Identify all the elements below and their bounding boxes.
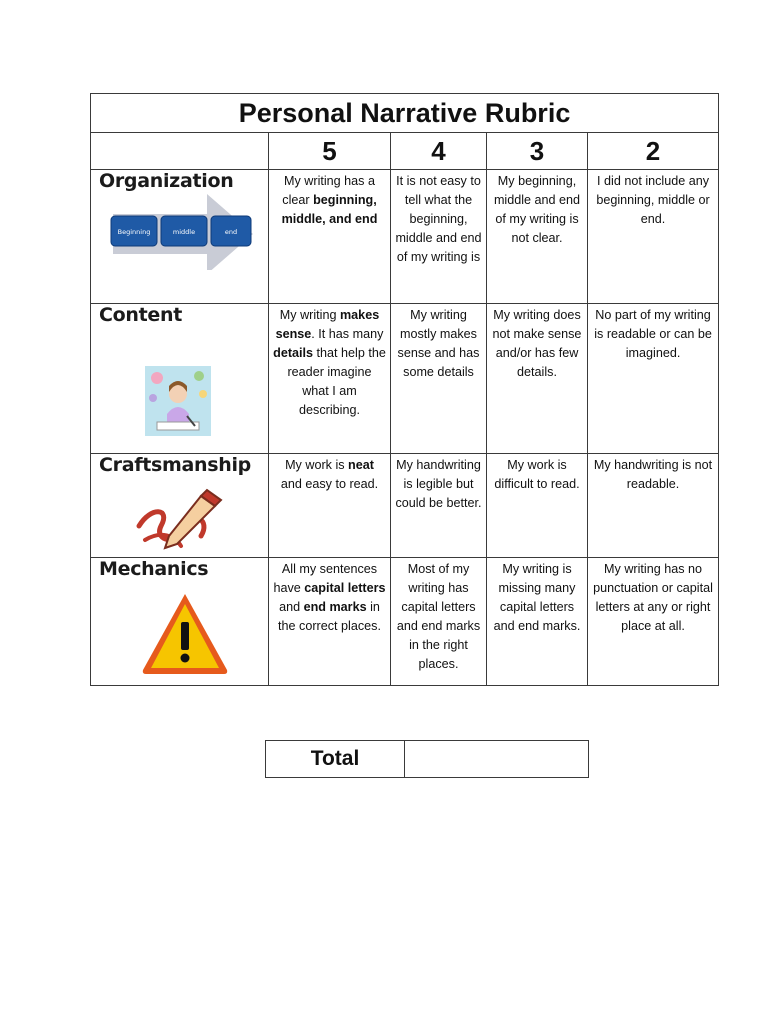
description-text: My handwriting is not readable.: [593, 458, 713, 491]
score-header-4: 4: [391, 133, 487, 170]
description-text: and: [279, 600, 304, 614]
cell-content-2: [588, 304, 719, 454]
emphasis-text: capital letters: [304, 581, 386, 595]
score-header-5: 5: [269, 133, 391, 170]
category-label: Organization: [99, 170, 234, 192]
cell-content-3: [487, 304, 588, 454]
diagram-label-beginning: Beginning: [117, 228, 151, 236]
cell-craftsmanship-4: [391, 454, 487, 558]
diagram-label-middle: middle: [172, 228, 196, 236]
category-label: Craftsmanship: [99, 454, 251, 476]
description-text: My writing mostly makes sense and has some details: [397, 308, 480, 379]
cell-mechanics-4: [391, 558, 487, 686]
emphasis-text: makes sense: [275, 308, 380, 341]
diagram-label-end: end: [224, 228, 238, 236]
description-text: My work is: [285, 458, 349, 472]
category-organization: [91, 170, 269, 304]
total-label: Total: [266, 741, 405, 778]
description-text: My writing does not make sense and/or has few details.: [492, 308, 582, 379]
rubric-title: Personal Narrative Rubric: [91, 94, 719, 133]
emphasis-text: end marks: [303, 600, 367, 614]
category-label: Mechanics: [99, 558, 209, 580]
cell-mechanics-3: [487, 558, 588, 686]
cell-organization-2: [588, 170, 719, 304]
cell-mechanics-5: [269, 558, 391, 686]
category-content: [91, 304, 269, 454]
emphasis-text: neat: [348, 458, 374, 472]
pencil-scribble-icon: [131, 486, 231, 556]
description-text: that help the reader imagine what I am describing.: [287, 346, 386, 417]
header-blank-cell: [91, 133, 269, 170]
score-header-3: 3: [487, 133, 588, 170]
emphasis-text: details: [273, 346, 314, 360]
cell-organization-3: [487, 170, 588, 304]
description-text: in the correct places.: [278, 600, 381, 633]
cell-mechanics-2: [588, 558, 719, 686]
cell-craftsmanship-3: [487, 454, 588, 558]
cell-organization-4: [391, 170, 487, 304]
description-text: and easy to read.: [280, 477, 379, 491]
description-text: My handwriting is legible but could be better.: [395, 458, 482, 510]
rubric-table: [90, 93, 719, 686]
emphasis-text: beginning, middle, and end: [281, 193, 378, 226]
description-text: Most of my writing has capital letters and end marks in the right places.: [396, 562, 481, 671]
cell-craftsmanship-5: [269, 454, 391, 558]
cell-content-5: [269, 304, 391, 454]
category-mechanics: [91, 558, 269, 686]
description-text: My writing has no punctuation or capital letters at any or right place at all.: [593, 562, 713, 633]
description-text: No part of my writing is readable or can be imagined.: [594, 308, 712, 360]
cell-craftsmanship-2: [588, 454, 719, 558]
total-table: [265, 740, 589, 778]
description-text: My beginning, middle and end of my writing is not clear.: [493, 174, 581, 245]
description-text: All my sentences have: [273, 562, 378, 595]
total-value-field[interactable]: [405, 741, 589, 778]
description-text: My writing is missing many capital letters and end marks.: [493, 562, 581, 633]
description-text: My work is difficult to read.: [494, 458, 580, 491]
description-text: My writing has a clear: [282, 174, 375, 207]
category-craftsmanship: [91, 454, 269, 558]
cell-organization-5: [269, 170, 391, 304]
description-text: It is not easy to tell what the beginning, middle and end of my writing is: [395, 174, 482, 264]
score-header-2: 2: [588, 133, 719, 170]
category-label: Content: [99, 304, 183, 326]
description-text: . It has many: [311, 327, 384, 341]
child-writing-icon: [143, 364, 213, 438]
cell-content-4: [391, 304, 487, 454]
description-text: I did not include any beginning, middle or end.: [596, 174, 710, 226]
description-text: My writing: [279, 308, 340, 322]
beginning-middle-end-diagram: [107, 192, 257, 270]
warning-icon: [139, 590, 231, 678]
